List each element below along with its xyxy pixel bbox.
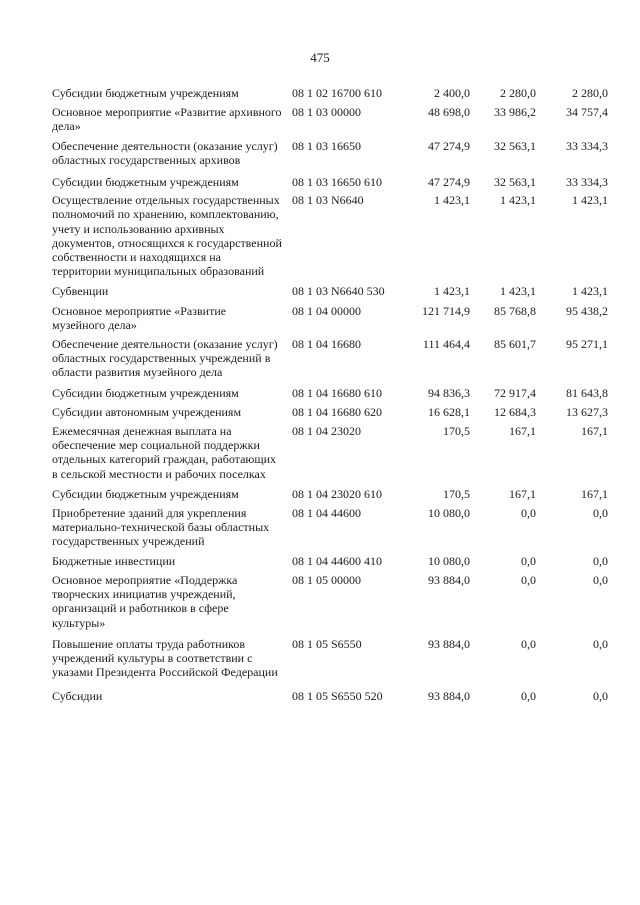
row-value-2: 72 917,4	[494, 385, 536, 400]
row-value-2: 0,0	[521, 506, 536, 521]
row-name: Субвенции	[52, 284, 109, 299]
table-row	[52, 637, 608, 680]
row-code: 08 1 04 44600	[292, 506, 361, 521]
table-row	[52, 86, 608, 100]
row-code: 08 1 04 16680 610	[292, 385, 382, 400]
row-value-3: 33 334,3	[566, 138, 608, 153]
row-value-3: 13 627,3	[566, 404, 608, 419]
row-value-1: 48 698,0	[428, 105, 470, 120]
row-value-1: 170,5	[443, 486, 470, 501]
row-value-3: 1 423,1	[572, 284, 608, 299]
row-value-1: 47 274,9	[428, 175, 470, 190]
row-name: Ежемесячная денежная выплата на обеспечение мер социальной поддержки отдельных категорий граждан, работающих в сельской местности и рабочих поселках	[52, 424, 277, 481]
row-value-1: 93 884,0	[428, 636, 470, 651]
row-value-2: 167,1	[509, 486, 536, 501]
row-value-1: 10 080,0	[428, 506, 470, 521]
row-value-2: 0,0	[521, 572, 536, 587]
row-value-1: 93 884,0	[428, 572, 470, 587]
row-value-1: 2 400,0	[434, 86, 470, 100]
row-value-1: 47 274,9	[428, 138, 470, 153]
row-value-2: 85 768,8	[494, 303, 536, 318]
row-value-1: 93 884,0	[428, 689, 470, 704]
row-code: 08 1 03 N6640	[292, 193, 364, 208]
table-row	[52, 487, 608, 501]
row-value-3: 0,0	[593, 572, 608, 587]
row-code: 08 1 03 00000	[292, 105, 361, 120]
row-value-1: 1 423,1	[434, 284, 470, 299]
row-name: Повышение оплаты труда работников учреждений культуры в соответствии с указами Президента Российской Федерации	[52, 636, 278, 680]
row-value-3: 95 271,1	[566, 337, 608, 352]
row-name: Основное мероприятие «Поддержка творческих инициатив учреждений, организаций и работников в сфере культуры»	[52, 572, 238, 630]
row-name: Обеспечение деятельности (оказание услуг) областных государственных учреждений в области развития музейного дела	[52, 337, 278, 380]
table-row	[52, 386, 608, 400]
row-name: Субсидии автономным учреждениям	[52, 404, 242, 419]
table-row	[52, 424, 608, 481]
row-code: 08 1 03 16650	[292, 138, 361, 153]
row-value-2: 0,0	[521, 689, 536, 704]
row-name: Основное мероприятие «Развитие музейного дела»	[52, 303, 227, 332]
row-value-3: 2 280,0	[572, 86, 608, 100]
row-name: Приобретение зданий для укрепления материально-технической базы областных государственных учреждений	[52, 506, 270, 549]
row-code: 08 1 04 16680 620	[292, 404, 382, 419]
row-code: 08 1 05 S6550	[292, 636, 362, 651]
row-name: Обеспечение деятельности (оказание услуг) областных государственных архивов	[52, 138, 278, 167]
row-value-3: 167,1	[581, 486, 608, 501]
row-name: Субсидии бюджетным учреждениям	[52, 175, 239, 190]
row-code: 08 1 02 16700 610	[292, 86, 382, 100]
row-code: 08 1 05 S6550 520	[292, 689, 383, 704]
row-value-1: 16 628,1	[428, 404, 470, 419]
row-name: Субсидии бюджетным учреждениям	[52, 86, 239, 100]
row-value-3: 1 423,1	[572, 193, 608, 208]
table-row	[52, 573, 608, 630]
row-value-3: 0,0	[593, 689, 608, 704]
row-value-3: 0,0	[593, 506, 608, 521]
row-value-2: 85 601,7	[494, 337, 536, 352]
row-value-1: 170,5	[443, 424, 470, 439]
row-name: Субсидии бюджетным учреждениям	[52, 486, 239, 501]
row-value-2: 0,0	[521, 636, 536, 651]
table-row	[52, 506, 608, 549]
table-row	[52, 337, 608, 380]
row-value-2: 167,1	[509, 424, 536, 439]
row-value-2: 2 280,0	[500, 86, 536, 100]
row-value-2: 12 684,3	[494, 404, 536, 419]
table-row	[52, 554, 608, 568]
row-value-3: 95 438,2	[566, 303, 608, 318]
row-code: 08 1 04 00000	[292, 303, 361, 318]
table-row	[52, 284, 608, 298]
table-row	[52, 105, 608, 133]
row-value-3: 167,1	[581, 424, 608, 439]
row-name: Субсидии бюджетным учреждениям	[52, 385, 239, 400]
row-value-2: 0,0	[521, 553, 536, 568]
row-value-2: 32 563,1	[494, 175, 536, 190]
budget-table	[52, 86, 608, 704]
row-code: 08 1 05 00000	[292, 572, 361, 587]
row-code: 08 1 04 23020 610	[292, 486, 382, 501]
page-number: 475	[310, 50, 330, 65]
row-value-2: 33 986,2	[494, 105, 536, 120]
row-code: 08 1 04 44600 410	[292, 553, 382, 568]
row-value-3: 0,0	[593, 553, 608, 568]
row-code: 08 1 03 16650 610	[292, 175, 382, 190]
row-value-1: 1 423,1	[434, 193, 470, 208]
row-name: Основное мероприятие «Развитие архивного дела»	[52, 105, 282, 134]
row-value-2: 1 423,1	[500, 193, 536, 208]
table-row	[52, 139, 608, 167]
table-row	[52, 689, 608, 703]
row-value-2: 32 563,1	[494, 138, 536, 153]
row-code: 08 1 04 23020	[292, 424, 361, 439]
row-name: Осуществление отдельных государственных полномочий по хранению, комплектованию, учету и использованию архивных документов, относящихся к государственной собственности и находящихся на территории муниципальных образований	[52, 193, 282, 279]
row-value-1: 121 714,9	[422, 303, 470, 318]
table-row	[52, 405, 608, 419]
table-row	[52, 304, 608, 332]
row-value-1: 10 080,0	[428, 553, 470, 568]
row-code: 08 1 03 N6640 530	[292, 284, 385, 299]
row-value-2: 1 423,1	[500, 284, 536, 299]
row-value-3: 34 757,4	[566, 105, 608, 120]
row-value-3: 33 334,3	[566, 175, 608, 190]
row-value-1: 111 464,4	[422, 337, 470, 352]
row-value-3: 0,0	[593, 636, 608, 651]
table-row	[52, 193, 608, 278]
row-value-1: 94 836,3	[428, 385, 470, 400]
row-name: Субсидии	[52, 689, 103, 704]
row-value-3: 81 643,8	[566, 385, 608, 400]
row-name: Бюджетные инвестиции	[52, 553, 176, 568]
table-row	[52, 175, 608, 189]
row-code: 08 1 04 16680	[292, 337, 361, 352]
